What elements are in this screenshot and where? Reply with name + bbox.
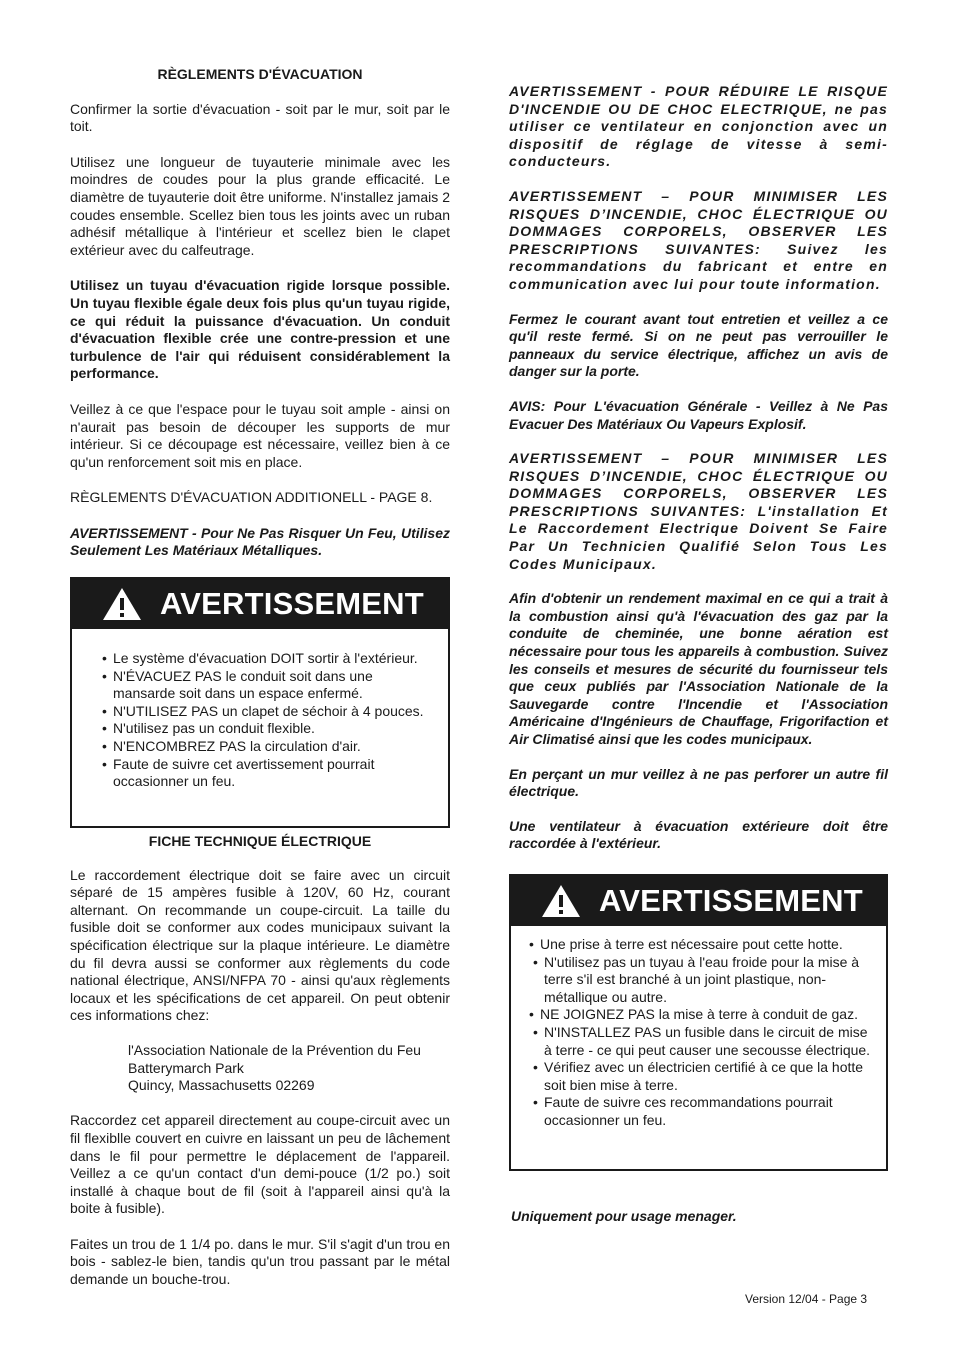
warning-triangle-icon	[541, 884, 581, 918]
warning-item: • Faute de suivre cet avertissement pourrait occasionner un feu.	[102, 755, 375, 790]
paragraph-speed-control-warning: AVERTISSEMENT - POUR RÉDUIRE LE RISQUE D'INCENDIE OU DE CHOC ELECTRIQUE, ne pas utiliser ce ventilateur en conjonction avec un dispositif de réglage de vitesse à semi-conducteurs.	[509, 83, 888, 170]
address-line: Quincy, Massachusetts 02269	[128, 1077, 315, 1094]
paragraph-hole: Faites un trou de 1 1/4 po. dans le mur. S'il s'agit d'un trou en bois - sablez-le bien, tandis qu'un trou passant par le métal demande un bouche-trou.	[70, 1235, 450, 1287]
paragraph-drilling: En perçant un mur veillez à ne pas perforer un autre fil électrique.	[509, 765, 888, 800]
warning-title: AVERTISSEMENT	[160, 586, 424, 622]
warning-item: • N'INSTALLEZ PAS un fusible dans le circuit de mise à terre - ce qui peut causer une secousse électrique.	[533, 1023, 871, 1058]
warning-item: • N'UTILISEZ PAS un clapet de séchoir à 4 pouces.	[102, 702, 424, 719]
paragraph-metal-warning: AVERTISSEMENT - Pour Ne Pas Risquer Un Feu, Utilisez Seulement Les Matériaux Métalliques.	[70, 524, 450, 559]
paragraph-manufacturer-warning: AVERTISSEMENT – POUR MINIMISER LES RISQUES D’INCENDIE, CHOC ÉLECTRIQUE OU DOMMAGES CORPORELS, OBSERVER LES PRESCRIPTIONS SUIVANTES: Suivez les recommandations du fabricant et entre en communication avec lui pour toute information.	[509, 187, 888, 292]
paragraph-combustion: Afin d'obtenir un rendement maximal en ce qui a trait à la combustion ainsi qu'à l'évacuation des gaz par la conduite de cheminée, une bonne aération est nécessaire pour tous les appareils à combustion. Suivez les conseils et mesures de sécurité du fournisseur tels que ceux publiés par l'Association Nationale de la Sauvegarde contre l'Incendie et l'Association Américaine d'Ingénieurs de Chauffage, Frigorifaction et Air Climatisé ainsi que les codes municipaux.	[509, 590, 888, 747]
warning-item: • N'ÉVACUEZ PAS le conduit soit dans une mansarde soit dans un espace enfermé.	[102, 667, 373, 702]
paragraph-technician-warning: AVERTISSEMENT – POUR MINIMISER LES RISQUES D’INCENDIE, CHOC ÉLECTRIQUE OU DOMMAGES CORPORELS, OBSERVER LES PRESCRIPTIONS SUIVANTES: L'installation Et Le Raccordement Electrique Doivent Se Faire Par Un Technicien Qualifié Selon Tous Les Codes Municipaux.	[509, 450, 888, 572]
paragraph-household-use: Uniquement pour usage menager.	[511, 1208, 737, 1224]
left-column	[70, 66, 450, 1306]
warning-item: • N'ENCOMBREZ PAS la circulation d'air.	[102, 738, 361, 755]
paragraph-additional: RÈGLEMENTS D'ÉVACUATION ADDITIONELL - PAGE 8.	[70, 489, 433, 506]
address-line: l'Association Nationale de la Prévention du Feu	[128, 1042, 421, 1058]
paragraph-connect: Raccordez cet appareil directement au coupe-circuit avec un fil flexiblle couvert en cuivre en laissant un peu de lâchement dans le fil pour permettre le déplacement de l'appareil. Veillez a ce qu'un contact d'un demi-pouce (1/2 po.) soit installé à chaque bout de fil (soit à l'appareil ainsi qu'à la boite à fusible).	[70, 1112, 450, 1217]
paragraph-electrical: Le raccordement électrique doit se faire avec un circuit séparé de 15 ampères fusible à 120V, 60 Hz, courant alternant. On recommande un coupe-circuit. La taille du fusible doit se conformer aux codes municipaux suivant la spécification électrique sur la plaque intérieure. Le diamètre du fil devra aussi se conformer aux règlements du code national électrique, ANSI/NFPA 70 - ainsi qu'aux règlements locaux et les spécifications de cet appareil. On peut obtenir ces informations chez:	[70, 866, 450, 1024]
warning-item: • Vérifiez avec un électricien certifié à ce que la hotte soit bien mise à terre.	[533, 1059, 864, 1093]
address-block	[128, 1042, 450, 1095]
warning-item: • Une prise à terre est nécessaire pout cette hotte.	[529, 936, 843, 952]
warning-header	[511, 876, 886, 926]
paragraph-explosive-notice: AVIS: Pour L'évacuation Générale - Veillez à Ne Pas Evacuer Des Matériaux Ou Vapeurs Explosif.	[509, 397, 888, 432]
warning-item: • Faute de suivre ces recommandations pourrait occasionner un feu.	[533, 1094, 833, 1128]
page-footer: Version 12/04 - Page 3	[745, 1292, 868, 1306]
paragraph-power-off: Fermez le courant avant tout entretien et veillez a ce qu'il reste fermé. Si on ne peut pas verrouiller le panneaux du service électrique, affichez un avis de danger sur la porte.	[509, 310, 888, 380]
paragraph-piping: Utilisez une longueur de tuyauterie minimale avec les moindres de coudes pour la plus grande efficacité. Le diamètre de tuyauterie doit être uniforme. N'installez jamais 2 coudes ensemble. Scellez bien tous les joints avec un ruban adhésif métallique à l'intérieur et scellez bien le clapet extérieur avec du calfeutrage.	[70, 153, 450, 258]
paragraph-space: Veillez à ce que l'espace pour le tuyau soit ample - ainsi on n'aurait pas besoin de découper les supports de mur intérieur. Si ce découpage est nécessaire, veillez bien à ce qu'un renforcement soit mis en place.	[70, 400, 450, 470]
address-line: Batterymarch Park	[128, 1059, 244, 1076]
warning-body	[72, 629, 448, 791]
paragraph-rigid-pipe: Utilisez un tuyau d'évacuation rigide lorsque possible. Un tuyau flexible égale deux fois plus qu'un tuyau rigide, ce qui réduit la puissance d'évacuation. Un conduit d'évacuation flexible crée une contre-pression et une turbulence de l'air qui réduisent considérablement la performance.	[70, 277, 450, 382]
warning-list	[529, 936, 872, 1130]
heading-evacuation: RÈGLEMENTS D'ÉVACUATION	[157, 66, 363, 82]
warning-box-evacuation	[70, 577, 450, 828]
paragraph-exterior: Une ventilateur à évacuation extérieure doit être raccordée à l'extérieur.	[509, 817, 888, 852]
right-column	[509, 83, 888, 1224]
warning-triangle-icon	[102, 587, 142, 621]
warning-title: AVERTISSEMENT	[599, 883, 863, 918]
warning-item: • N'utilisez pas un tuyau à l'eau froide pour la mise à terre s'il est branché à un joint plastique, non-métallique ou autre.	[533, 953, 860, 1005]
warning-body	[511, 926, 886, 1130]
warning-item: • NE JOIGNEZ PAS la mise à terre à conduit de gaz.	[529, 1006, 858, 1023]
warning-item: • N'utilisez pas un conduit flexible.	[102, 720, 315, 737]
warning-header	[72, 579, 448, 629]
paragraph-exit: Confirmer la sortie d'évacuation - soit par le mur, soit par le toit.	[70, 100, 450, 135]
warning-box-grounding	[509, 874, 888, 1171]
heading-electrical: FICHE TECHNIQUE ÉLECTRIQUE	[148, 833, 372, 850]
warning-list	[102, 650, 432, 791]
warning-item: • Le système d'évacuation DOIT sortir à l'extérieur.	[102, 650, 418, 667]
